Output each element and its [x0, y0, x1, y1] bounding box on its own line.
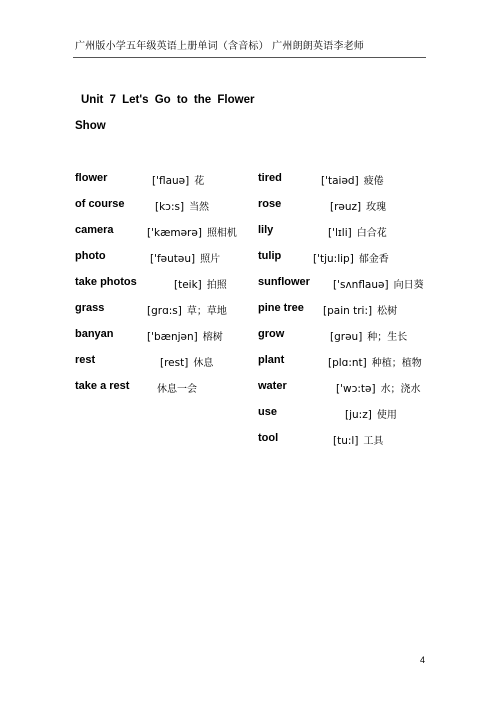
vocab-row	[258, 276, 438, 292]
vocab-word: use	[258, 406, 277, 418]
phonetic-text: [tu:l]	[333, 435, 359, 447]
vocab-word: banyan	[75, 328, 114, 340]
unit-title-continued: Show	[75, 120, 106, 132]
phonetic-text: ['tju:lip]	[313, 253, 354, 265]
vocab-phonetic	[150, 250, 220, 265]
vocab-row	[75, 380, 255, 396]
vocab-phonetic	[321, 172, 384, 187]
vocab-word: camera	[75, 224, 114, 236]
vocab-meaning: 白合花	[356, 228, 387, 239]
vocab-phonetic	[313, 250, 389, 265]
phonetic-text: ['sʌnflauə]	[333, 279, 389, 291]
vocab-word: tired	[258, 172, 282, 184]
vocab-row	[75, 172, 255, 188]
vocab-row	[258, 380, 438, 396]
vocab-phonetic	[147, 302, 227, 317]
vocab-meaning: 拍照	[206, 280, 227, 291]
vocab-phonetic	[147, 328, 223, 343]
vocab-word: rose	[258, 198, 282, 210]
header-rule	[73, 57, 426, 58]
vocab-meaning: 花	[194, 176, 205, 187]
vocab-meaning: 种；生长	[367, 332, 408, 343]
phonetic-text: ['bænjən]	[147, 331, 198, 343]
vocab-row	[258, 172, 438, 188]
vocab-phonetic	[333, 276, 424, 291]
vocab-meaning: 郁金香	[358, 254, 389, 265]
vocab-word: take a rest	[75, 380, 130, 392]
phonetic-text: [rest]	[160, 357, 189, 369]
vocab-phonetic	[328, 354, 422, 369]
vocab-phonetic	[155, 198, 209, 213]
vocab-phonetic	[152, 172, 204, 187]
vocab-row	[258, 354, 438, 370]
vocab-meaning: 休息一会	[157, 384, 197, 395]
unit-title: Unit 7 Let's Go to the Flower	[81, 94, 255, 106]
vocab-word: take photos	[75, 276, 137, 288]
phonetic-text: ['flauə]	[152, 175, 190, 187]
vocab-phonetic	[147, 224, 237, 239]
vocab-meaning: 疲倦	[363, 176, 384, 187]
vocab-word: flower	[75, 172, 108, 184]
vocab-phonetic	[160, 354, 213, 369]
vocab-row	[75, 224, 255, 240]
phonetic-text: [plɑ:nt]	[328, 357, 367, 369]
vocab-phonetic	[323, 302, 397, 317]
vocab-word: water	[258, 380, 287, 392]
phonetic-text: [rəuz]	[330, 201, 362, 213]
vocab-word: lily	[258, 224, 274, 236]
vocab-word: of course	[75, 198, 125, 210]
vocab-row	[75, 198, 255, 214]
vocab-word: tool	[258, 432, 279, 444]
phonetic-text: [kɔ:s]	[155, 201, 185, 213]
vocab-phonetic	[174, 276, 227, 291]
vocab-word: rest	[75, 354, 96, 366]
vocab-row	[258, 198, 438, 214]
vocab-meaning: 工具	[363, 436, 384, 447]
vocab-meaning: 当然	[189, 202, 210, 213]
phonetic-text: ['kæmərə]	[147, 227, 202, 239]
vocab-row	[258, 432, 438, 448]
vocab-row	[75, 328, 255, 344]
phonetic-text: ['wɔ:tə]	[336, 383, 376, 395]
vocab-word: pine tree	[258, 302, 304, 314]
vocab-phonetic	[328, 224, 387, 239]
vocab-phonetic	[336, 380, 421, 395]
phonetic-text: ['lɪli]	[328, 227, 352, 239]
vocab-word: tulip	[258, 250, 282, 262]
vocab-row	[75, 354, 255, 370]
vocab-word: grow	[258, 328, 285, 340]
vocab-meaning: 使用	[376, 410, 397, 421]
phonetic-text: [pain tri:]	[323, 305, 373, 317]
vocab-meaning: 向日葵	[393, 280, 424, 291]
vocab-row	[258, 224, 438, 240]
vocab-word: plant	[258, 354, 285, 366]
vocab-row	[75, 276, 255, 292]
vocab-phonetic	[330, 328, 407, 343]
phonetic-text: [ju:z]	[345, 409, 372, 421]
vocab-row	[258, 406, 438, 422]
vocab-phonetic	[333, 432, 383, 447]
phonetic-text: ['fəutəu]	[150, 253, 196, 265]
vocab-row	[258, 302, 438, 318]
vocab-meaning: 休息	[193, 358, 214, 369]
vocab-meaning: 榕树	[202, 332, 223, 343]
vocab-meaning: 松树	[377, 306, 398, 317]
vocab-word: grass	[75, 302, 105, 314]
vocab-meaning: 草；草地	[186, 306, 227, 317]
vocab-meaning: 照相机	[206, 228, 237, 239]
vocab-phonetic	[152, 380, 197, 395]
phonetic-text: [grɑ:s]	[147, 305, 182, 317]
vocab-row	[258, 328, 438, 344]
vocab-meaning: 玫瑰	[366, 202, 387, 213]
vocab-phonetic	[345, 406, 397, 421]
vocab-row	[75, 302, 255, 318]
phonetic-text: [teik]	[174, 279, 202, 291]
page-number: 4	[420, 655, 426, 665]
vocab-row	[75, 250, 255, 266]
vocab-meaning: 水；浇水	[380, 384, 421, 395]
vocab-word: photo	[75, 250, 106, 262]
phonetic-text: ['taiəd]	[321, 175, 359, 187]
vocab-phonetic	[330, 198, 386, 213]
vocab-meaning: 照片	[200, 254, 221, 265]
vocab-word: sunflower	[258, 276, 310, 288]
vocab-meaning: 种植；植物	[371, 358, 422, 369]
phonetic-text: [grəu]	[330, 331, 363, 343]
page-header: 广州版小学五年级英语上册单词（含音标） 广州朗朗英语李老师	[75, 41, 364, 52]
vocab-row	[258, 250, 438, 266]
